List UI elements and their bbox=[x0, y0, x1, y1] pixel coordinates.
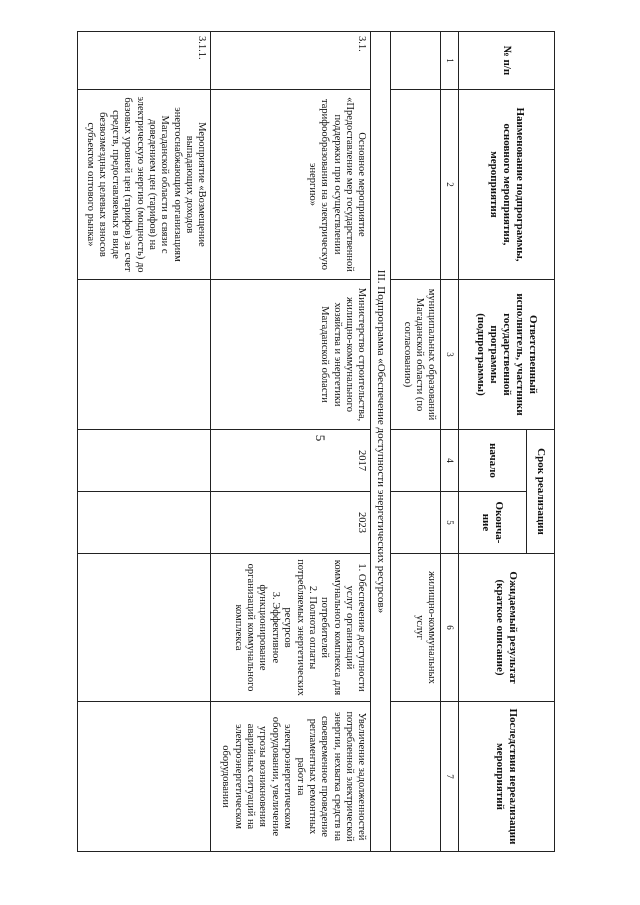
column-number: 6 bbox=[441, 554, 459, 702]
table-row bbox=[211, 32, 371, 852]
column-number: 4 bbox=[441, 430, 459, 492]
continued-num bbox=[391, 32, 441, 90]
row-end bbox=[78, 492, 211, 554]
section-title: III. Подпрограмма «Обеспечение доступности энергетических ресурсов» bbox=[371, 32, 391, 852]
header-start: начало bbox=[459, 430, 527, 492]
continued-responsible: муниципальных образований Магаданской области (по согласованию) bbox=[391, 280, 441, 430]
continued-start bbox=[391, 430, 441, 492]
page-number: 5 bbox=[313, 434, 328, 442]
header-result: Ожидаемый результат (краткое описание) bbox=[459, 554, 555, 702]
row-responsible: Министерство строительства, жилищно-коммунального хозяйства и энергетики Магаданской области bbox=[211, 280, 371, 430]
row-start: 2017 bbox=[211, 430, 371, 492]
row-name: Основное мероприятие «Предоставление мер государственной поддержки при осуществлении тарифообразования на электрическую энергию» bbox=[211, 90, 371, 280]
continued-row bbox=[391, 32, 441, 852]
row-num: 3.1. bbox=[211, 32, 371, 90]
row-name: Мероприятие «Возмещение выпадающих доходов энергоснабжающим организациям Магаданской области в связи с доведением цен (тарифов) на электрическую энергию (мощность) до базовых уровней цен (тарифов) за счет средств, предоставляемых в виде безвозмездных целевых взносов субъектом оптового рынка» bbox=[78, 90, 211, 280]
row-responsible bbox=[78, 280, 211, 430]
rotated-table-container bbox=[77, 31, 555, 851]
section-title-row bbox=[371, 32, 391, 852]
header-end: Оконча-ние bbox=[459, 492, 527, 554]
header-name: Наименование подпрограммы, основного мероприятия, мероприятия bbox=[459, 90, 555, 280]
column-number: 7 bbox=[441, 702, 459, 852]
continued-end bbox=[391, 492, 441, 554]
header-responsible: Ответственный исполнитель, участники государственной программы (подпрограммы) bbox=[459, 280, 555, 430]
header-row bbox=[527, 32, 555, 852]
column-number: 2 bbox=[441, 90, 459, 280]
continued-name bbox=[391, 90, 441, 280]
header-period: Срок реализации bbox=[527, 430, 555, 554]
column-number: 5 bbox=[441, 492, 459, 554]
header-num: № п/п bbox=[459, 32, 555, 90]
row-consequences: Увеличение задолженностей потребленной электрической энергии, нехватка средств на своевременное проведение регламентных ремонтных работ на электроэнергетическом оборудовании, увеличение угрозы возникновения аварийных ситуаций на электроэнергетическом оборудовании bbox=[211, 702, 371, 852]
header-consequences: Последствия нереализации мероприятий bbox=[459, 702, 555, 852]
column-number-row bbox=[441, 32, 459, 852]
column-number: 3 bbox=[441, 280, 459, 430]
row-result bbox=[78, 554, 211, 702]
continued-result: жилищно-коммунальных услуг bbox=[391, 554, 441, 702]
row-consequences bbox=[78, 702, 211, 852]
continued-consequences bbox=[391, 702, 441, 852]
row-end: 2023 bbox=[211, 492, 371, 554]
column-number: 1 bbox=[441, 32, 459, 90]
program-measures-table bbox=[77, 31, 555, 852]
row-num: 3.1.1. bbox=[78, 32, 211, 90]
row-start bbox=[78, 430, 211, 492]
row-result: 1. Обеспечение доступности услуг организаций коммунального комплекса для потребителей 2. Полнота оплаты потребляемых энергетических ресурсов 3. Эффективное функционирование организаций коммунального комплекса bbox=[211, 554, 371, 702]
table-row bbox=[78, 32, 211, 852]
